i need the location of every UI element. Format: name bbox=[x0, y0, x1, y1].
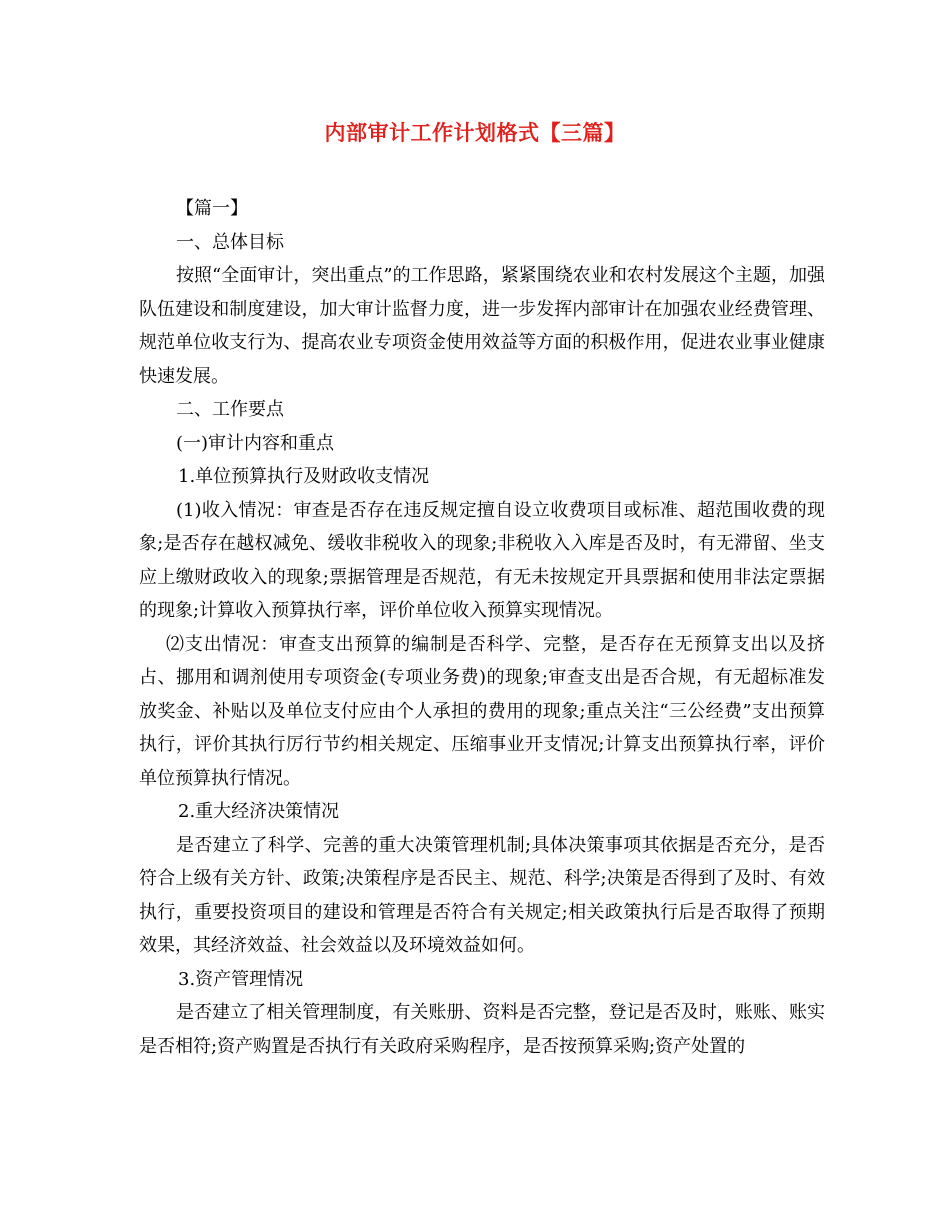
document-title: 内部审计工作计划格式【三篇】 bbox=[324, 120, 626, 145]
paragraph-asset-management: 是否建立了相关管理制度，有关账册、资料是否完整，登记是否及时，账账、账实是否相符;资产购置是否执行有关政府采购程序，是否按预算采购;资产处置的 bbox=[139, 1002, 825, 1057]
paragraph-overall-goal: 按照“全面审计，突出重点”的工作思路，紧紧围绕农业和农村发展这个主题，加强队伍建设和制度建设，加大审计监督力度，进一步发挥内部审计在加强农业经费管理、规范单位收支行为、提高农业专项资金使用效益等方面的积极作用，促进农业事业健康快速发展。 bbox=[139, 265, 825, 387]
section-heading-part-one: 【篇一】 bbox=[176, 198, 248, 219]
paragraph-income: (1)收入情况：审查是否存在违反规定擅自设立收费项目或标准、超范围收费的现象;是否存在越权减免、缓收非税收入的现象;非税收入入库是否及时，有无滞留、坐支应上缴财政收入的现象;票据管理是否规范，有无未按规定开具票据和使用非法定票据的现象;计算收入预算执行率，评价单位收入预算实现情况。 bbox=[139, 499, 825, 621]
section-heading-overall-goal: 一、总体目标 bbox=[176, 231, 284, 253]
paragraph-major-decisions: 是否建立了科学、完善的重大决策管理机制;具体决策事项其依据是否充分，是否符合上级有关方针、政策;决策程序是否民主、规范、科学;决策是否得到了及时、有效执行，重要投资项目的建设和管理是否符合有关规定;相关政策执行后是否取得了预期效果，其经济效益、社会效益以及环境效益如何。 bbox=[139, 834, 825, 956]
document-body bbox=[139, 192, 825, 1063]
subheading-audit-content: (一)审计内容和重点 bbox=[176, 432, 335, 454]
subheading-budget-execution: 1.单位预算执行及财政收支情况 bbox=[178, 466, 430, 487]
section-heading-work-points: 二、工作要点 bbox=[176, 399, 284, 420]
subheading-asset-management: 3.资产管理情况 bbox=[178, 968, 304, 990]
subheading-major-decisions: 2.重大经济决策情况 bbox=[178, 801, 340, 822]
paragraph-expenditure: ⑵支出情况：审查支出预算的编制是否科学、完整，是否存在无预算支出以及挤占、挪用和调剂使用专项资金(专项业务费)的现象;审查支出是否合规，有无超标准发放奖金、补贴以及单位支付应由个人承担的费用的现象;重点关注“三公经费”支出预算执行，评价其执行厉行节约相关规定、压缩事业开支情况;计算支出预算执行率，评价单位预算执行情况。 bbox=[139, 633, 825, 789]
